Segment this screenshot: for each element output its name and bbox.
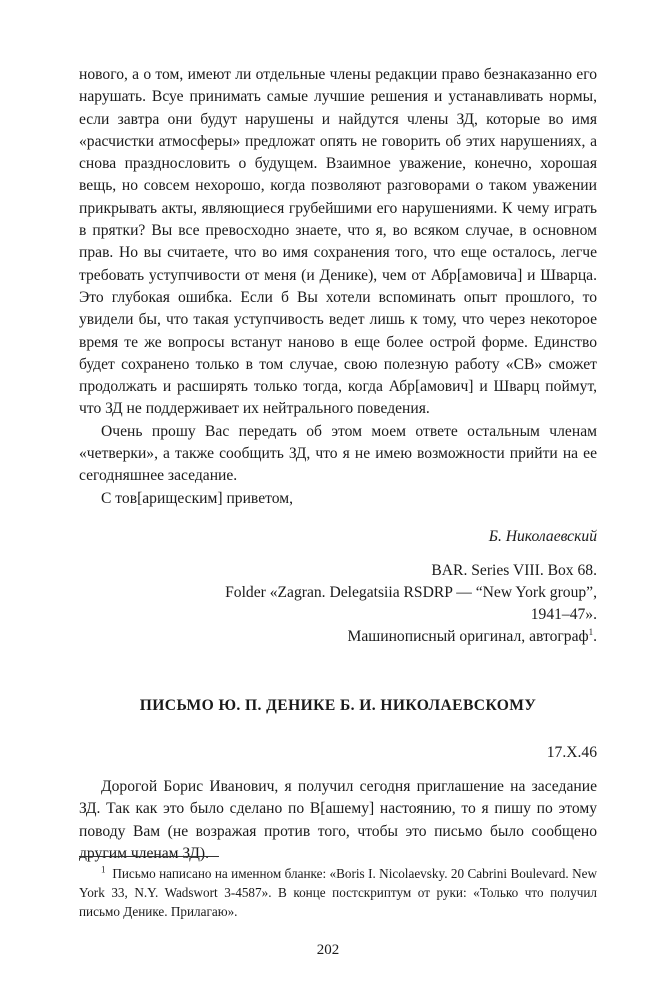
page-number: 202 [316,942,340,958]
footnote-reference[interactable]: 1 [588,626,594,637]
page-content [79,64,597,865]
footnote-text: Письмо написано на именном бланке: «Boris I. Nicolaevsky. 20 Cabrini Boulevard. New York 33, N.Y. Wadswort 3-4587». В конце постскриптум от руки: «Только что получил письмо Денике. Прилагаю». [79,866,598,919]
source-line: Машинописный оригинал, автограф [347,627,589,645]
archive-source [79,560,597,648]
letter-paragraph: Очень прошу Вас передать об этом моем ответе остальным членам «четверки», а также сообщить ЗД, что я не имею возможности прийти на ее сегодняшнее заседание. [79,422,597,485]
source-line: BAR. Series VIII. Box 68. [431,561,597,579]
source-line-with-note: Машинописный оригинал, автограф$^1$. [347,626,597,645]
source-line: 1941–47». [530,605,597,623]
letter-paragraph: нового, а о том, имеют ли отдельные члены редакции право безнаказанно его нарушать. Всуе принимать самые лучшие решения и устанавливать нормы, если завтра они будут нарушены и найдутся члены ЗД, которые во имя «расчистки атмосферы» предложат опять не говорить об этих нарушениях, а снова празднословить о будущем. Взаимное уважение, конечно, хорошая вещь, но совсем нехорошо, когда позволяют разговорами о таком уважении прикрывать акты, являющиеся грубейшими его нарушениями. К чему играть в прятки? Вы все превосходно знаете, что я, во всяком случае, в основном прав. Но вы считаете, что во имя сохранения того, что еще осталось, легче требовать уступчивости от меня (и Денике), чем от Абр[амовича] и Шварца. Это глубокая ошибка. Если б Вы хотели вспоминать опыт прошлого, то увидели бы, что такая уступчивость ведет лишь к тому, что через некоторое время те же вопросы встанут наново в еще более острой форме. Единство будет сохранено только в том случае, свою полезную работу «СВ» сможет продолжать и расширять только тогда, когда Абр[амович] и Шварц поймут, что ЗД не поддерживает их нейтрального поведения. [79,66,597,418]
letter-closing: С тов[арищеским] приветом, [101,489,293,507]
section-title: ПИСЬМО Ю. П. ДЕНИКЕ Б. И. НИКОЛАЕВСКОМУ [139,696,537,714]
footnote-divider [79,856,219,857]
letter-paragraph: Дорогой Борис Иванович, я получил сегодня приглашение на заседание ЗД. Так как это было сделано по В[ашему] настоянию, то я пишу по этому поводу Вам (не возражая против того, чтобы это письмо было сообщено другим членам ЗД). [79,777,597,862]
signature: Б. Николаевский [488,527,597,545]
source-line: Folder «Zagran. Delegatsiia RSDRP — “New York group”, [225,583,597,601]
footnote [79,864,597,921]
next-letter-body [79,776,597,865]
footnote-marker: 1 [101,864,106,875]
letter-date: 17.X.46 [546,743,597,761]
letter-continuation [79,64,597,510]
